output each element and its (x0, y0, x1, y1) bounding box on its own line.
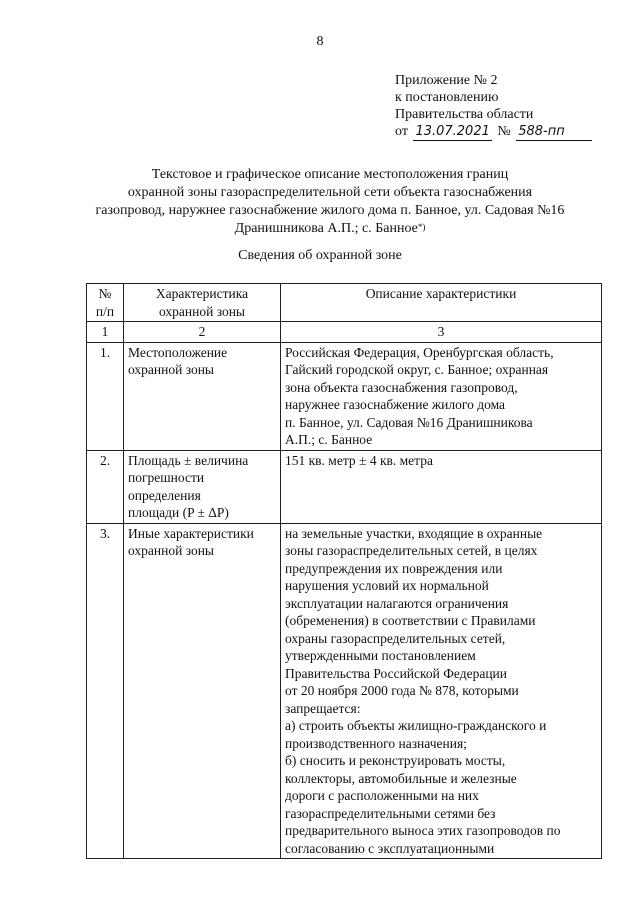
title-line-2: охранной зоны газораспределительной сети объекта газоснабжения (127, 185, 533, 200)
appendix-block (395, 72, 592, 141)
description-line: охраны газораспределительных сетей, (285, 630, 506, 646)
row-number: 3. (87, 523, 124, 859)
description-line: нарушения условий их нормальной (285, 578, 489, 593)
number-label: № (497, 124, 511, 139)
description-line: коллекторы, автомобильные и железные (285, 770, 517, 786)
description-line: от 20 ноября 2000 года № 878, которыми (285, 683, 519, 698)
row-description (281, 523, 602, 859)
description-line: зона объекта газоснабжения газопровод, (285, 379, 518, 395)
title-line-4 (60, 220, 600, 238)
description-line: б) сносить и реконструировать мосты, (285, 753, 506, 768)
column-number-row (87, 322, 602, 343)
table-row (87, 523, 602, 859)
page-number: 8 (316, 34, 324, 49)
description-line: п. Банное, ул. Садовая №16 Дранишникова (285, 414, 533, 430)
protection-zone-table (86, 283, 602, 859)
characteristic-line: площади (P ± ΔP) (128, 505, 229, 520)
characteristic-line: погрешности (128, 470, 205, 485)
column-number: 1 (87, 322, 124, 343)
description-line: дороги с расположенными на них (285, 788, 479, 803)
header-description: Описание характеристики (281, 284, 602, 322)
title-line-4-text: Дранишникова А.П.; с. Банное (234, 221, 418, 236)
appendix-line-1: Приложение № 2 (395, 73, 498, 88)
appendix-line-3: Правительства области (395, 107, 534, 122)
description-line: наружнее газоснабжение жилого дома (285, 397, 506, 412)
header-num (87, 284, 124, 322)
resolution-date: 13.07.2021 (415, 124, 490, 139)
section-subtitle: Сведения об охранной зоне (238, 248, 402, 263)
description-line: Правительства Российской Федерации (285, 665, 507, 681)
document-title (60, 166, 600, 238)
characteristic-line: Местоположение (128, 344, 228, 360)
description-line: А.П.; с. Банное (285, 432, 373, 447)
description-line: Гайский городской округ, с. Банное; охранная (285, 362, 549, 377)
table-header-row (87, 284, 602, 322)
column-number: 2 (124, 322, 281, 343)
description-line: эксплуатации налагаются ограничения (285, 595, 509, 611)
appendix-date-line (395, 123, 592, 141)
row-number: 1. (87, 342, 124, 450)
from-label: от (395, 124, 408, 139)
description-line: зоны газораспределительных сетей, в целях (285, 543, 538, 558)
characteristic-line: Площадь ± величина (128, 452, 249, 468)
description-line: предварительного выноса этих газопроводов по (285, 823, 561, 838)
header-characteristic-line: охранной зоны (158, 303, 245, 319)
description-line: (обременения) в соответствии с Правилами (285, 613, 536, 628)
table-row (87, 450, 602, 523)
title-line-1: Текстовое и графическое описание местоположения границ (151, 167, 509, 182)
column-number: 3 (281, 322, 602, 343)
description-line: Российская Федерация, Оренбургская область, (285, 344, 554, 360)
characteristic-line: Иные характеристики (128, 525, 254, 541)
description-line: 151 кв. метр ± 4 кв. метра (285, 452, 433, 468)
header-characteristic (124, 284, 281, 322)
description-line: на земельные участки, входящие в охранные (285, 525, 543, 541)
table-row (87, 342, 602, 450)
resolution-number: 588-пп (516, 123, 592, 141)
row-description (281, 450, 602, 523)
header-num-line: п/п (95, 303, 115, 319)
footnote-mark: *) (417, 222, 426, 232)
row-characteristic (124, 342, 281, 450)
description-line: производственного назначения; (285, 735, 467, 751)
characteristic-line: охранной зоны (128, 362, 215, 377)
header-num-line: № (98, 286, 112, 301)
description-line: газораспределительными сетями без (285, 805, 496, 821)
description-line: утвержденными постановлением (285, 648, 476, 663)
characteristic-line: определения (128, 487, 201, 503)
description-line: запрещается: (285, 700, 361, 716)
description-line: а) строить объекты жилищно-гражданского и (285, 718, 547, 733)
row-characteristic (124, 523, 281, 859)
description-line: предупреждения их повреждения или (285, 560, 503, 576)
header-characteristic-line: Характеристика (155, 286, 249, 301)
description-line: согласованию с эксплуатационными (285, 840, 495, 856)
title-line-3: газопровод, наружнее газоснабжение жилого дома п. Банное, ул. Садовая №16 (95, 203, 565, 218)
appendix-line-2: к постановлению (395, 90, 499, 105)
characteristic-line: охранной зоны (128, 543, 215, 558)
row-description (281, 342, 602, 450)
row-characteristic (124, 450, 281, 523)
row-number: 2. (87, 450, 124, 523)
